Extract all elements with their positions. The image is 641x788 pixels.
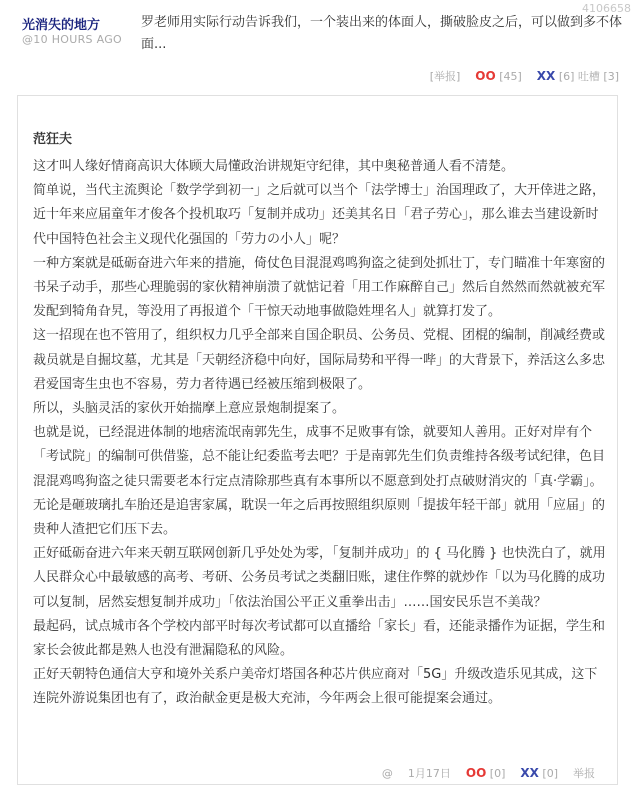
oo-count: [45] (499, 70, 522, 83)
reply-paragraph: 一种方案就是砥砺奋进六年来的措施，倚仗色目混混鸡鸣狗盗之徒到处抓壮丁，专门瞄准十年寒窗的书呆子动手，那些心理脆弱的家伙精神崩溃了就惦记着「用工作麻醉自己」然后自然然而然就被充军发配到犄角旮旯，等没用了再报道个「干惊天动地事做隐姓埋名人」就算打发了。 (33, 255, 606, 320)
reply-report-link[interactable]: 举报 (573, 767, 595, 780)
reply-paragraph: 也就是说，已经混进体制的地痞流氓南郭先生，成事不足败事有馀，就要知人善用。正好对岸有个「考试院」的编制可供借鉴，总不能让纪委监考去吧？于是南郭先生们负责维持各级考试纪律，色目混混鸡鸣狗盗之徒只需要老本行定点清除那些真有本事所以不愿意到处打点破财消灾的「真·学霸」。无论是砸玻璃扎车胎还是追害家属，耽误一年之后再按照组织原则「提拔年轻干部」就用「应届」的贵种人渣把它们压下去。 (33, 425, 606, 538)
reply-actions (382, 765, 595, 781)
reply-author[interactable]: 范狂夫 (33, 132, 73, 147)
reply-box (17, 95, 618, 785)
oo-button[interactable]: OO (475, 69, 496, 83)
reply-paragraph: 正好砥砺奋进六年来天朝互联网创新几乎处处为零，「复制并成功」的 { 马化腾 } 也快洗白了，就用人民群众心中最敏感的高考、考研、公务员考试之类翻旧账，逮住作弊的就炒作「以为马化腾的成功可以复制，居然妄想复制并成功」「依法治国公平正义重拳出击」……国安民乐岂不美哉？ (33, 546, 606, 610)
reply-date: 1月17日 (407, 767, 451, 780)
tucao-count: [3] (603, 70, 619, 83)
reply-xx-count: [0] (542, 767, 558, 780)
top-comment (0, 0, 641, 90)
reply-paragraph: 简单说，当代主流舆论「数学学到初一」之后就可以当个「法学博士」治国理政了，大开倖进之路，近十年来应届童年才俊各个投机取巧「复制并成功」还美其名日「君子劳心」，那么谁去当建设新时代中国特色社会主义现代化强国的「劳力の小人」呢？ (33, 183, 606, 247)
reply-paragraph: 最起码，试点城市各个学校内部平时每次考试都可以直播给「家长」看，还能录播作为证据，学生和家长会彼此都是熟人也没有泄漏隐私的风险。 (33, 618, 606, 659)
comment-actions (430, 68, 619, 84)
post-id: 4106658 (582, 2, 631, 15)
reply-xx-button[interactable]: XX (520, 766, 539, 780)
comment-at-icon: @ (381, 767, 393, 780)
tucao-button[interactable]: 吐槽 (577, 70, 600, 83)
xx-button[interactable]: XX (536, 69, 556, 83)
reply-paragraph: 这一招现在也不管用了，组织权力几乎全部来自国企职员、公务员、党棍、团棍的编制，削减经费或裁员就是自掘坟墓，尤其是「天朝经济稳中向好，国际局势和平得一哔」的大背景下，养活这么多忠君爱国寄生虫也不容易，劳力者待遇已经被压缩到极限了。 (33, 328, 606, 392)
report-link[interactable]: [举报] (429, 70, 461, 83)
reply-paragraph: 这才叫人缘好情商高识大体顾大局懂政治讲规矩守纪律，其中奥秘普通人看不清楚。 (33, 159, 515, 174)
reply-paragraph: 正好天朝特色通信大亨和境外关系户美帝灯塔国各种芯片供应商对「5G」升级改造乐见其成，这下连院外游说集团也有了，政治献金更是极大充沛，今年两会上很可能提案会通过。 (33, 667, 598, 707)
reply-paragraph: 所以，头脑灵活的家伙开始揣摩上意应景炮制提案了。 (33, 401, 346, 417)
reply-oo-button[interactable]: OO (465, 766, 487, 780)
comment-author[interactable]: 光消失的地方 (22, 18, 101, 33)
reply-oo-count: [0] (489, 767, 506, 780)
comment-time: @10 HOURS AGO (22, 33, 123, 46)
comment-excerpt: 罗老师用实际行动告诉我们，一个装出来的体面人，撕破脸皮之后，可以做到多不体面... (141, 15, 623, 52)
xx-count: [6] (558, 70, 575, 83)
reply-body (33, 155, 608, 712)
